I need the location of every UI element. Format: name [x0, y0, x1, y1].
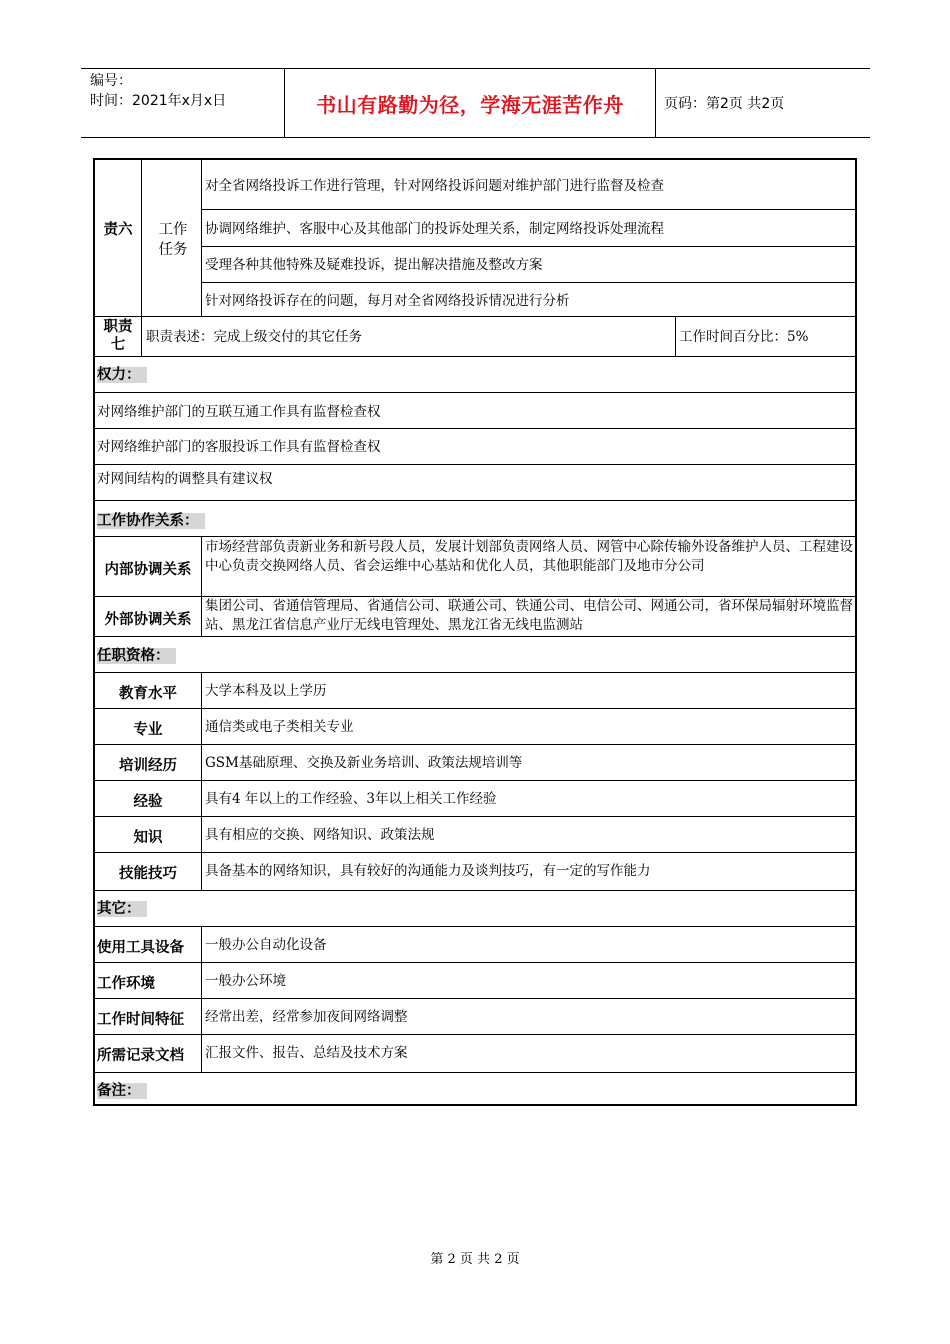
education-value: 大学本科及以上学历 [205, 683, 327, 699]
external-relations-text: 集团公司、省通信管理局、省通信公司、联通公司、铁通公司、电信公司、网通公司，省环保局辐射环境监督站、黑龙江省信息产业厅无线电管理处、黑龙江省无线电监测站 [205, 598, 853, 633]
work-time-label: 工作时间特征 [97, 1012, 184, 1028]
job-description-table [93, 158, 857, 1106]
knowledge-label: 知识 [133, 830, 163, 846]
knowledge-value: 具有相应的交换、网络知识、政策法规 [205, 827, 435, 843]
skills-value: 具备基本的网络知识，具有较好的沟通能力及谈判技巧，有一定的写作能力 [205, 863, 651, 879]
training-label: 培训经历 [119, 758, 177, 774]
external-relations-label: 外部协调关系 [104, 612, 192, 628]
duty7-time-percent: 工作时间百分比：5% [679, 329, 809, 345]
records-value: 汇报文件、报告、总结及技术方案 [205, 1045, 408, 1061]
environment-value: 一般办公环境 [205, 973, 286, 989]
skills-label: 技能技巧 [119, 866, 177, 882]
tools-value: 一般办公自动化设备 [205, 937, 327, 953]
major-value: 通信类或电子类相关专业 [205, 719, 354, 735]
authority-item-2: 对网络维护部门的客服投诉工作具有监督检查权 [97, 439, 381, 455]
major-label: 专业 [133, 722, 163, 738]
qualifications-section-title: 任职资格： [97, 647, 176, 665]
duty6-task-2: 协调网络维护、客服中心及其他部门的投诉处理关系，制定网络投诉处理流程 [205, 221, 664, 237]
work-time-value: 经常出差，经常参加夜间网络调整 [205, 1009, 408, 1025]
remarks-section-title: 备注： [97, 1082, 147, 1100]
authority-item-1: 对网络维护部门的互联互通工作具有监督检查权 [97, 404, 381, 420]
other-section-title: 其它： [97, 900, 147, 918]
header-meta [90, 71, 226, 111]
page-header [81, 68, 870, 138]
duty6-label: 责六 [103, 222, 133, 238]
education-label: 教育水平 [119, 686, 177, 702]
authority-item-3: 对网间结构的调整具有建议权 [97, 471, 273, 487]
experience-value: 具有4 年以上的工作经验、3年以上相关工作经验 [205, 791, 497, 807]
header-page-number: 页码：第2页 共2页 [664, 96, 785, 112]
duty6-task-4: 针对网络投诉存在的问题，每月对全省网络投诉情况进行分析 [205, 293, 570, 309]
duty7-description: 职责表述：完成上级交付的其它任务 [146, 329, 362, 345]
duty6-task-1: 对全省网络投诉工作进行管理，针对网络投诉问题对维护部门进行监督及检查 [205, 178, 664, 194]
page-footer: 第 2 页 共 2 页 [430, 1252, 520, 1267]
tools-label: 使用工具设备 [97, 940, 184, 956]
duty6-task-3: 受理各种其他特殊及疑难投诉，提出解决措施及整改方案 [205, 257, 543, 273]
header-motto: 书山有路勤为径，学海无涯苦作舟 [284, 69, 656, 137]
records-label: 所需记录文档 [97, 1048, 184, 1064]
internal-relations-label: 内部协调关系 [104, 562, 192, 578]
document-date: 时间：2021年x月x日 [90, 93, 227, 109]
environment-label: 工作环境 [97, 976, 155, 992]
training-value: GSM基础原理、交换及新业务培训、政策法规培训等 [205, 755, 523, 771]
document-number-label: 编号： [90, 73, 132, 89]
internal-relations-text: 市场经营部负责新业务和新号段人员，发展计划部负责网络人员、网管中心除传输外设备维护人员、工程建设中心负责交换网络人员、省会运维中心基站和优化人员，其他职能部门及地市分公司 [205, 539, 853, 574]
experience-label: 经验 [133, 794, 163, 810]
duty7-label: 职责七 [103, 319, 133, 353]
relations-section-title: 工作协作关系： [97, 512, 205, 530]
authority-section-title: 权力： [97, 366, 147, 384]
duty6-sub-label: 工作任务 [158, 222, 188, 258]
